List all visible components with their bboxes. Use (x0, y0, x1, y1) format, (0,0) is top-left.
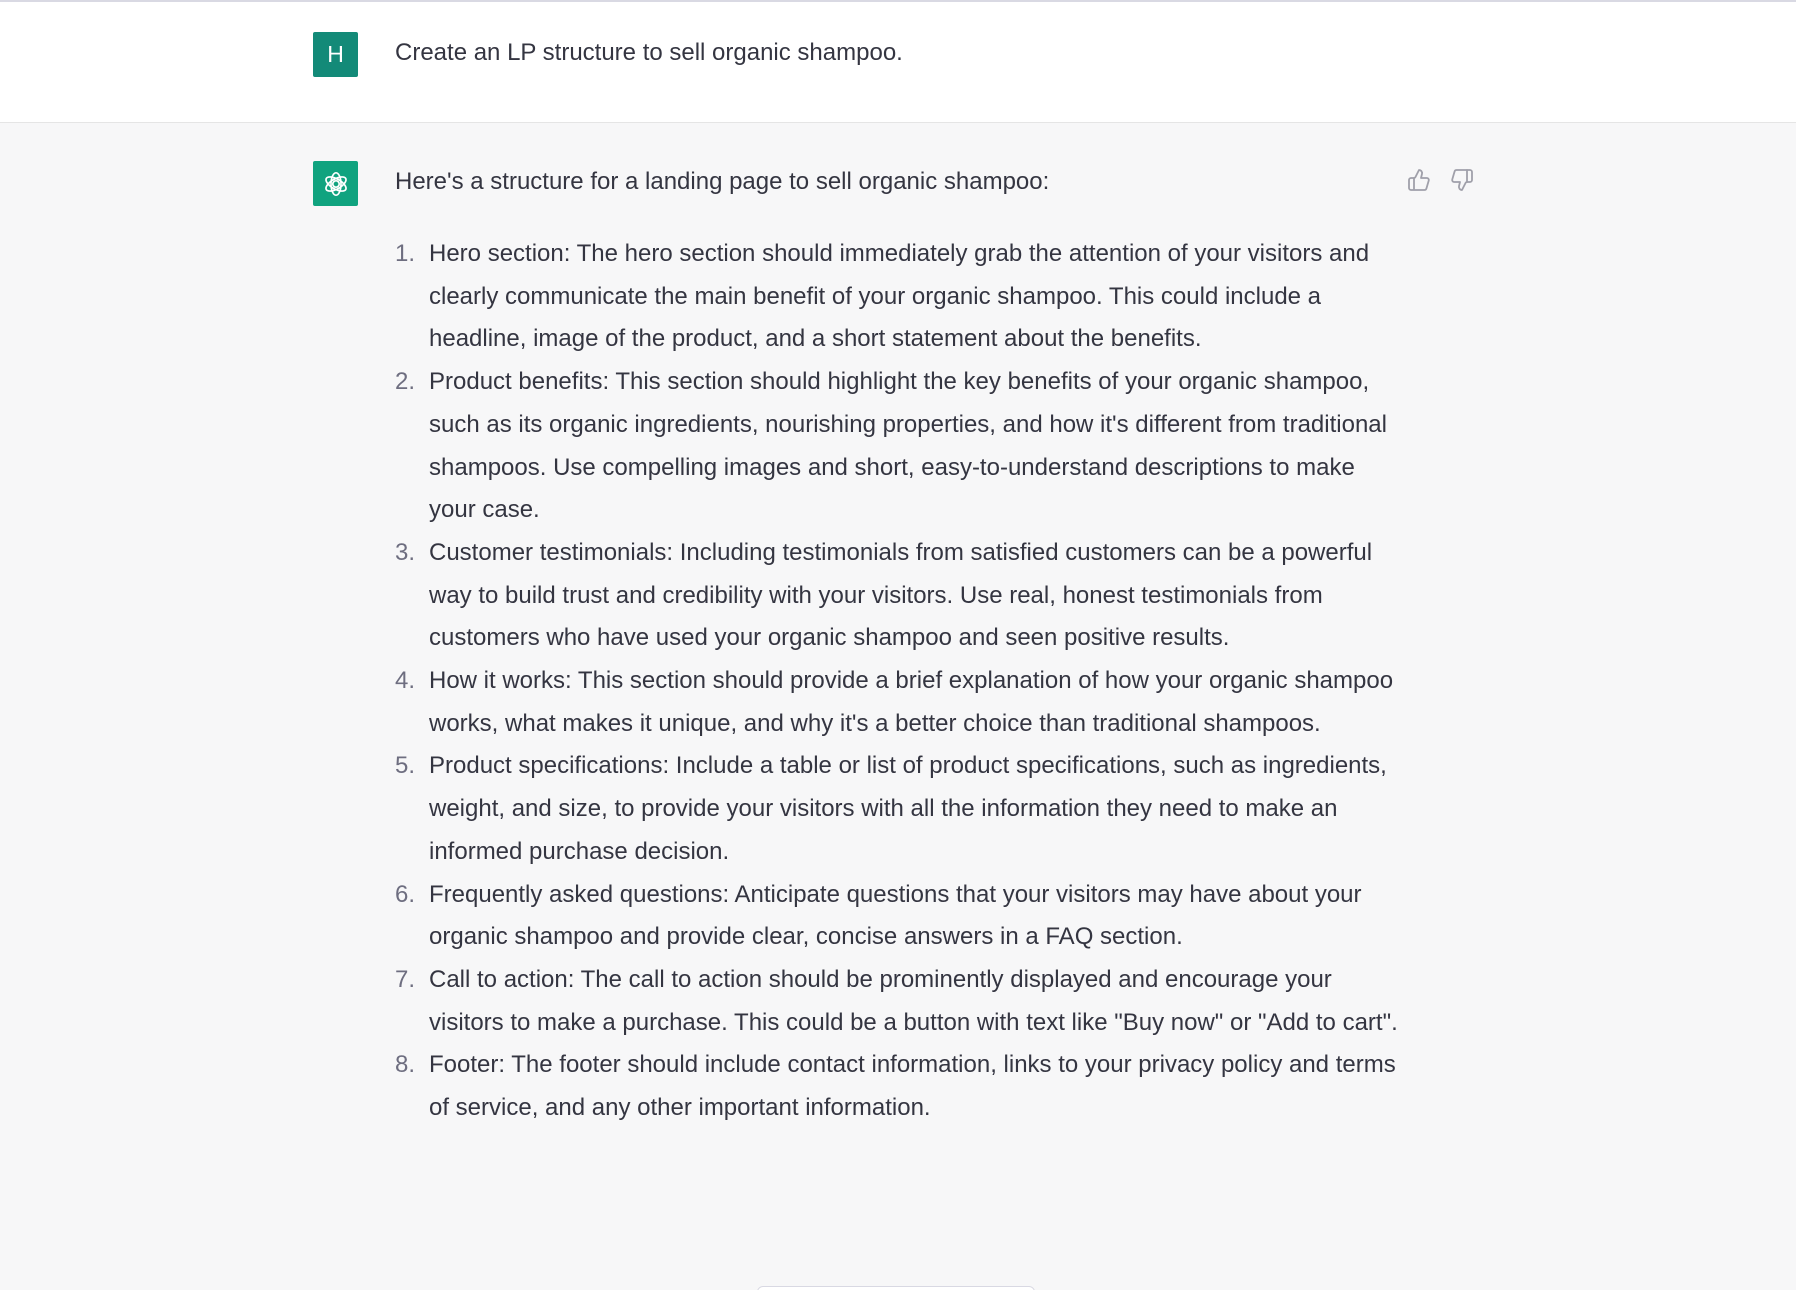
thumbs-down-button[interactable] (1447, 165, 1477, 195)
list-item-text: Customer testimonials: Including testimonials from satisfied customers can be a powerful way to build trust and credibility with your visitors. Use real, honest testimonials from customers who have used your organic shampoo and seen positive results. (429, 538, 1373, 652)
thumbs-down-icon (1450, 168, 1474, 192)
list-item-text: Call to action: The call to action should be prominently displayed and encourage your visitors to make a purchase. This could be a button with text like "Buy now" or "Add to cart". (429, 965, 1398, 1036)
list-item (395, 233, 1405, 361)
list-item-text: Product specifications: Include a table or list of product specifications, such as ingredients, weight, and size, to provide your visitors with all the information they need to make an informed purchase decision. (429, 752, 1387, 865)
user-avatar-letter: H (327, 41, 344, 67)
openai-logo-icon (320, 168, 352, 200)
user-avatar (313, 32, 358, 77)
thumbs-up-button[interactable] (1404, 165, 1434, 195)
assistant-intro-text: Here's a structure for a landing page to sell organic shampoo: (395, 168, 1050, 195)
regenerate-button[interactable] (757, 1286, 1035, 1290)
list-item-text: Footer: The footer should include contact information, links to your privacy policy and terms of service, and any other important information. (429, 1051, 1396, 1122)
list-item-text: How it works: This section should provide a brief explanation of how your organic shampoo works, what makes it unique, and why it's a better choice than traditional shampoos. (429, 667, 1394, 737)
list-item-number: 4. (395, 667, 416, 695)
list-item-text: Frequently asked questions: Anticipate questions that your visitors may have about your organic shampoo and provide clear, concise answers in a FAQ section. (429, 880, 1362, 951)
list-item (395, 660, 1405, 745)
list-item-number: 8. (395, 1051, 416, 1079)
list-item-text: Hero section: The hero section should immediately grab the attention of your visitors and clearly communicate the main benefit of your organic shampoo. This could include a headline, image of the product, and a short statement about the benefits. (429, 240, 1370, 353)
list-item-number: 3. (395, 538, 416, 566)
list-item (395, 532, 1405, 660)
list-item (395, 361, 1405, 532)
list-item-text: Product benefits: This section should highlight the key benefits of your organic shampoo, such as its organic ingredients, nourishing properties, and how it's different from traditional shampoos. Use compelling images and short, easy-to-understand descriptions to make your case. (429, 368, 1387, 524)
list-item (395, 874, 1405, 959)
thumbs-up-icon (1407, 168, 1431, 192)
assistant-message-row (0, 123, 1796, 1290)
list-item-number: 7. (395, 965, 416, 993)
user-message-row (0, 2, 1796, 123)
list-item-number: 2. (395, 368, 416, 396)
list-item-number: 1. (395, 240, 416, 267)
list-item-number: 5. (395, 752, 416, 780)
list-item-number: 6. (395, 880, 416, 908)
user-message-text: Create an LP structure to sell organic shampoo. (395, 39, 903, 66)
answer-list (395, 233, 1405, 1130)
list-item (395, 1044, 1405, 1129)
list-item (395, 959, 1405, 1044)
list-item (395, 745, 1405, 873)
assistant-avatar (313, 161, 358, 206)
